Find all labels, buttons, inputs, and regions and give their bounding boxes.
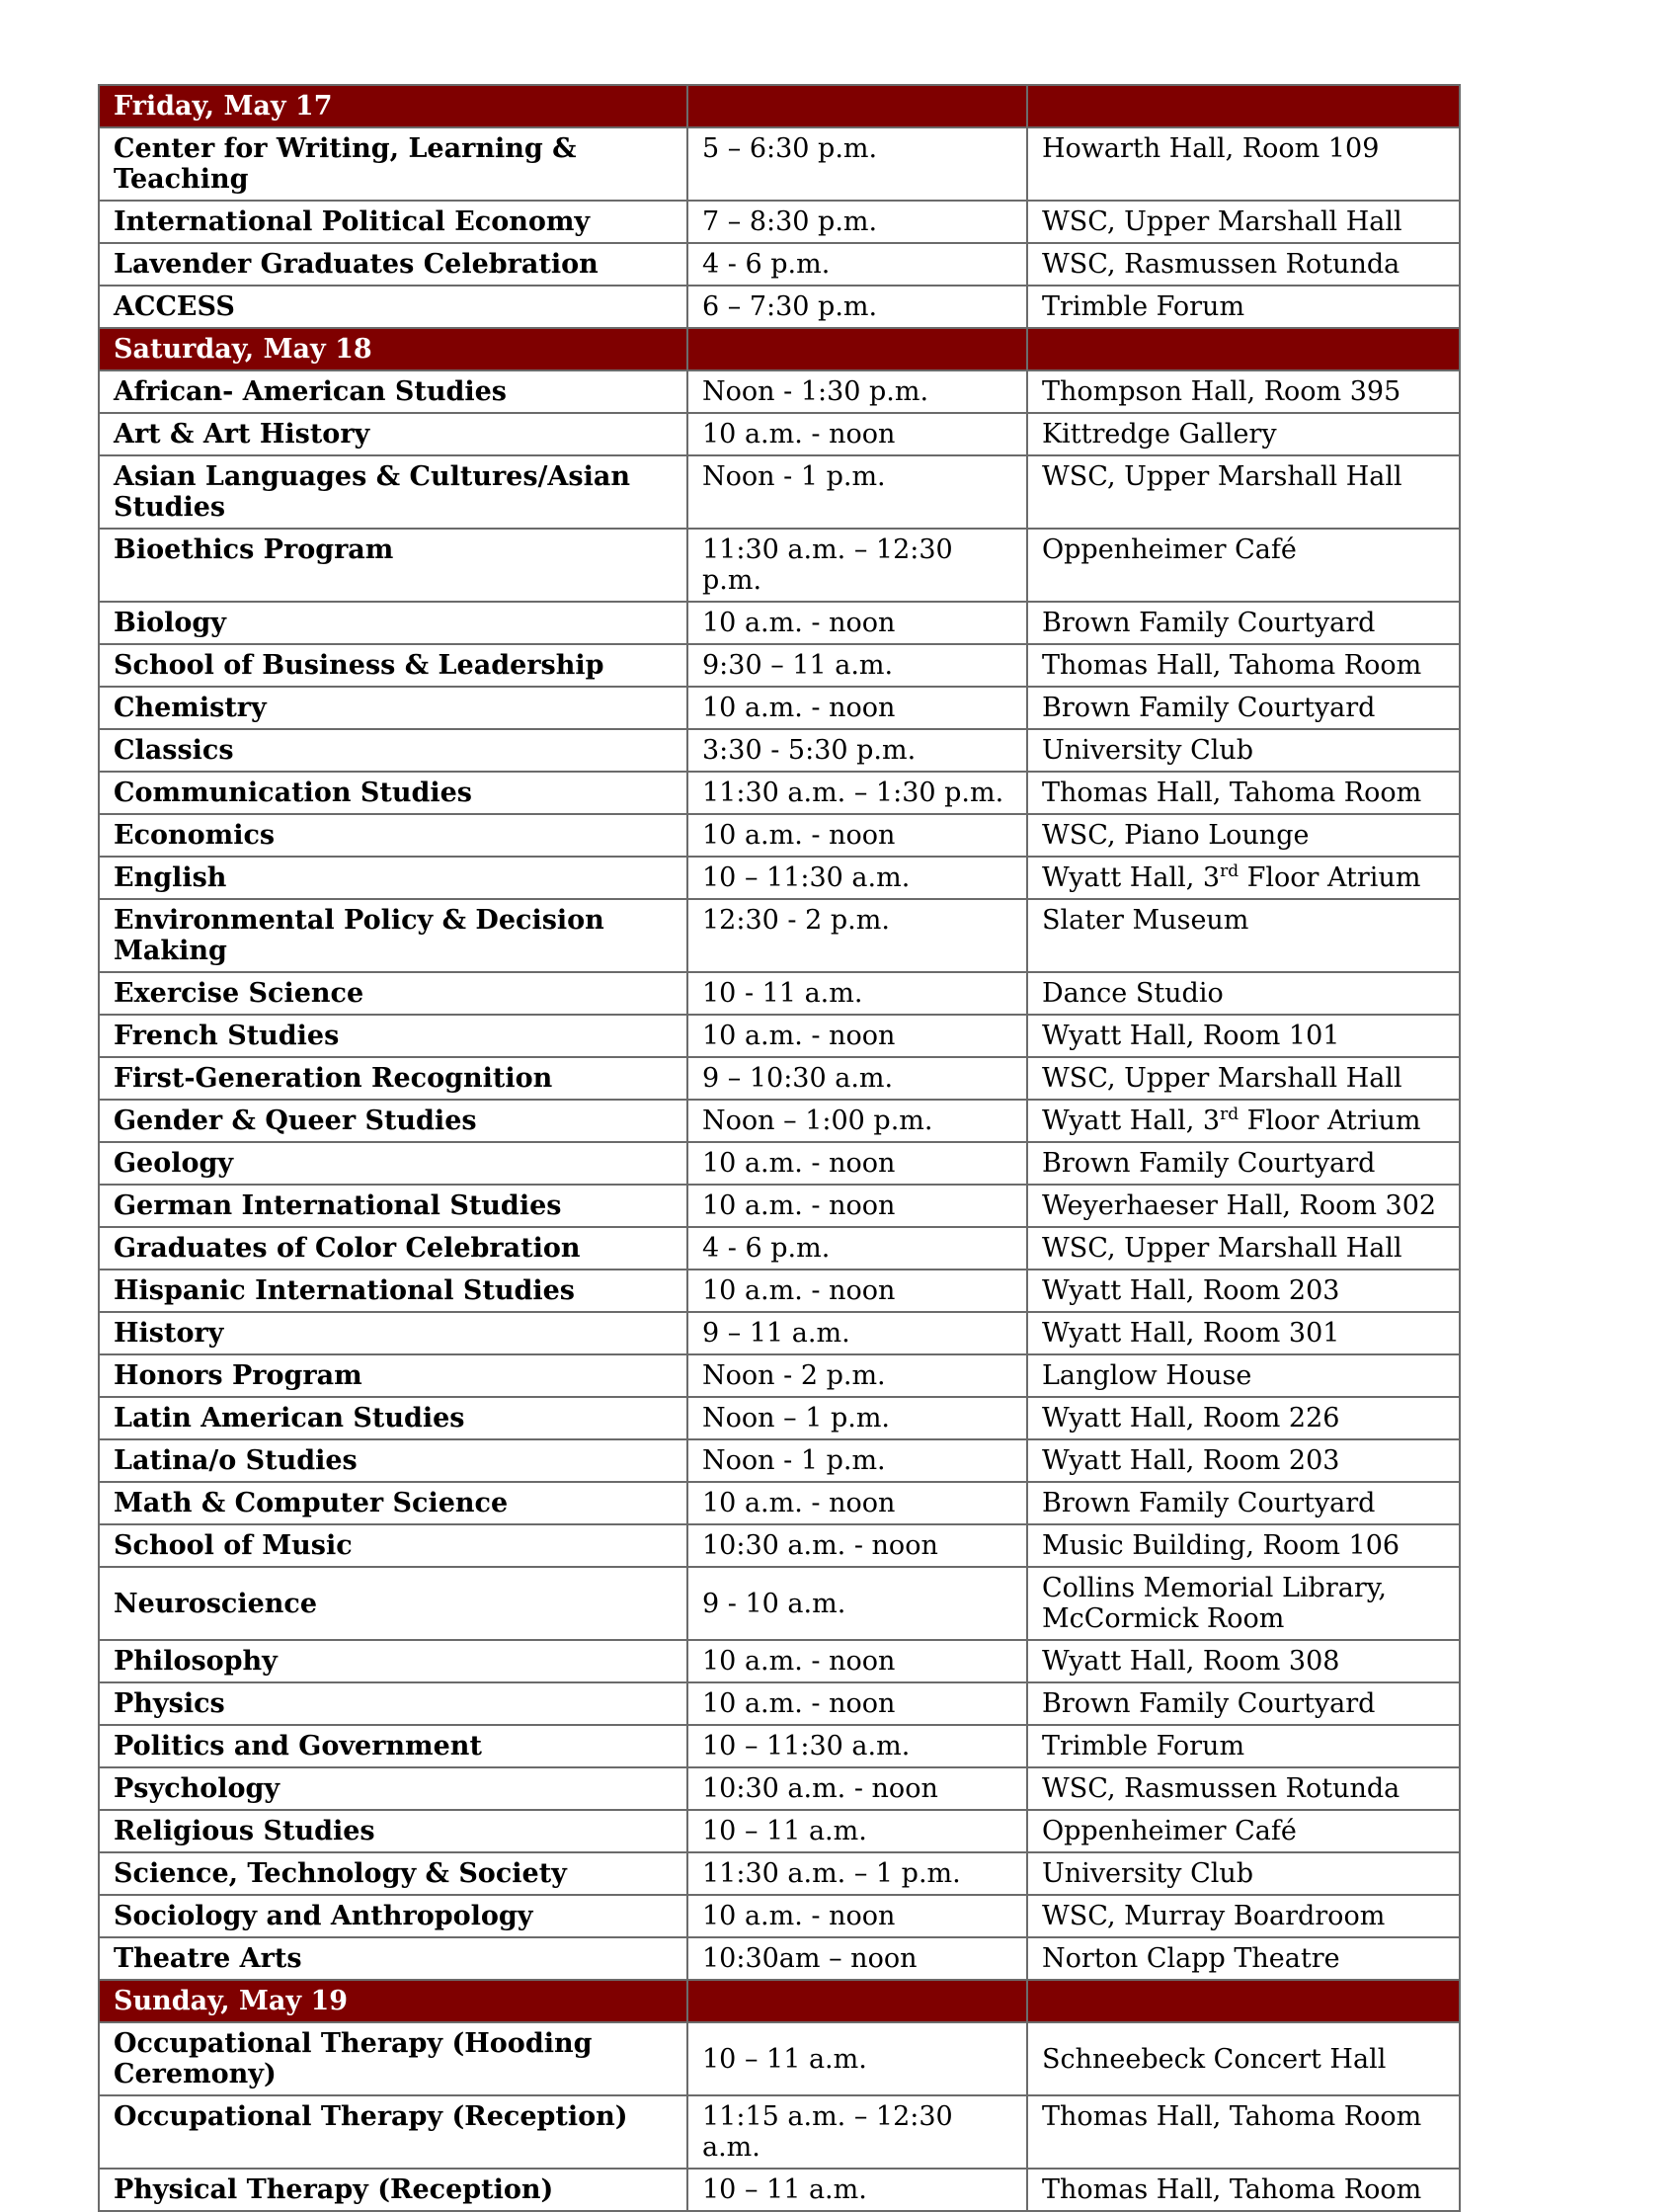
event-time: 10 a.m. - noon	[687, 1895, 1027, 1937]
event-time: 10 a.m. - noon	[687, 1015, 1027, 1057]
event-location: Wyatt Hall, Room 203	[1027, 1439, 1460, 1482]
event-time: 10 – 11 a.m.	[687, 1810, 1027, 1852]
department-name: Religious Studies	[99, 1810, 687, 1852]
event-time: Noon – 1:00 p.m.	[687, 1100, 1027, 1142]
day-header-row	[99, 1980, 1460, 2022]
table-row	[99, 1312, 1460, 1354]
table-row	[99, 1015, 1460, 1057]
event-location: Wyatt Hall, Room 301	[1027, 1312, 1460, 1354]
day-header-blank	[687, 1980, 1027, 2022]
event-location: WSC, Rasmussen Rotunda	[1027, 243, 1460, 286]
department-name: Physical Therapy (Reception)	[99, 2169, 687, 2211]
event-time: 10 a.m. - noon	[687, 687, 1027, 729]
department-name: Chemistry	[99, 687, 687, 729]
day-header: Saturday, May 18	[99, 328, 687, 370]
schedule-table	[98, 84, 1461, 2212]
table-row	[99, 972, 1460, 1015]
event-time: 9 – 10:30 a.m.	[687, 1057, 1027, 1100]
event-location: Oppenheimer Café	[1027, 1810, 1460, 1852]
ordinal-suffix: rd	[1220, 1105, 1239, 1124]
table-row	[99, 1270, 1460, 1312]
event-time: 4 - 6 p.m.	[687, 243, 1027, 286]
department-name: Biology	[99, 602, 687, 644]
department-name: School of Business & Leadership	[99, 644, 687, 687]
event-location: Oppenheimer Café	[1027, 529, 1460, 602]
department-name: Sociology and Anthropology	[99, 1895, 687, 1937]
table-row	[99, 1725, 1460, 1767]
table-row	[99, 772, 1460, 814]
department-name: Economics	[99, 814, 687, 857]
event-location: WSC, Upper Marshall Hall	[1027, 1227, 1460, 1270]
department-name: School of Music	[99, 1524, 687, 1567]
department-name: Bioethics Program	[99, 529, 687, 602]
event-location: Brown Family Courtyard	[1027, 1482, 1460, 1524]
event-time: 10 a.m. - noon	[687, 814, 1027, 857]
event-location: Kittredge Gallery	[1027, 413, 1460, 455]
table-row	[99, 602, 1460, 644]
event-location: Schneebeck Concert Hall	[1027, 2022, 1460, 2095]
event-location: Brown Family Courtyard	[1027, 1682, 1460, 1725]
table-row	[99, 1142, 1460, 1185]
department-name: Environmental Policy & Decision Making	[99, 899, 687, 972]
event-time: 10 a.m. - noon	[687, 413, 1027, 455]
event-location: Wyatt Hall, Room 203	[1027, 1270, 1460, 1312]
event-location: Music Building, Room 106	[1027, 1524, 1460, 1567]
day-header-blank	[1027, 328, 1460, 370]
table-row	[99, 1185, 1460, 1227]
event-time: 10:30 a.m. - noon	[687, 1767, 1027, 1810]
event-location: Trimble Forum	[1027, 1725, 1460, 1767]
department-name: Communication Studies	[99, 772, 687, 814]
department-name: Classics	[99, 729, 687, 772]
table-row	[99, 1354, 1460, 1397]
department-name: African- American Studies	[99, 370, 687, 413]
event-location: Thomas Hall, Tahoma Room	[1027, 2095, 1460, 2169]
event-time: 10 a.m. - noon	[687, 1185, 1027, 1227]
department-name: Philosophy	[99, 1640, 687, 1682]
schedule-body	[99, 85, 1460, 2211]
table-row	[99, 2169, 1460, 2211]
schedule-page	[98, 84, 1459, 2212]
table-row	[99, 1810, 1460, 1852]
department-name: Science, Technology & Society	[99, 1852, 687, 1895]
table-row	[99, 1057, 1460, 1100]
department-name: Politics and Government	[99, 1725, 687, 1767]
department-name: Asian Languages & Cultures/Asian Studies	[99, 455, 687, 529]
table-row	[99, 1227, 1460, 1270]
event-time: 10 – 11:30 a.m.	[687, 1725, 1027, 1767]
ordinal-suffix: rd	[1220, 861, 1239, 881]
event-time: 4 - 6 p.m.	[687, 1227, 1027, 1270]
table-row	[99, 1682, 1460, 1725]
event-time: 10 a.m. - noon	[687, 602, 1027, 644]
event-location: Brown Family Courtyard	[1027, 602, 1460, 644]
department-name: French Studies	[99, 1015, 687, 1057]
event-time: 10:30 a.m. - noon	[687, 1524, 1027, 1567]
event-location: Trimble Forum	[1027, 286, 1460, 328]
event-time: 10 a.m. - noon	[687, 1640, 1027, 1682]
table-row	[99, 1640, 1460, 1682]
department-name: Neuroscience	[99, 1567, 687, 1640]
table-row	[99, 413, 1460, 455]
event-time: 3:30 - 5:30 p.m.	[687, 729, 1027, 772]
location-text: Wyatt Hall, 3	[1042, 862, 1221, 893]
table-row	[99, 814, 1460, 857]
event-location: WSC, Upper Marshall Hall	[1027, 455, 1460, 529]
event-location: Brown Family Courtyard	[1027, 687, 1460, 729]
table-row	[99, 1482, 1460, 1524]
event-time: Noon – 1 p.m.	[687, 1397, 1027, 1439]
event-location: WSC, Murray Boardroom	[1027, 1895, 1460, 1937]
event-location: University Club	[1027, 729, 1460, 772]
location-text: Floor Atrium	[1239, 1106, 1421, 1136]
table-row	[99, 127, 1460, 201]
table-row	[99, 2095, 1460, 2169]
department-name: Gender & Queer Studies	[99, 1100, 687, 1142]
day-header-row	[99, 328, 1460, 370]
department-name: International Political Economy	[99, 201, 687, 243]
event-location: WSC, Upper Marshall Hall	[1027, 1057, 1460, 1100]
event-location: WSC, Rasmussen Rotunda	[1027, 1767, 1460, 1810]
department-name: Exercise Science	[99, 972, 687, 1015]
department-name: German International Studies	[99, 1185, 687, 1227]
event-location: Brown Family Courtyard	[1027, 1142, 1460, 1185]
department-name: English	[99, 857, 687, 899]
department-name: Honors Program	[99, 1354, 687, 1397]
event-location: Norton Clapp Theatre	[1027, 1937, 1460, 1980]
department-name: First-Generation Recognition	[99, 1057, 687, 1100]
event-time: 5 – 6:30 p.m.	[687, 127, 1027, 201]
table-row	[99, 899, 1460, 972]
table-row	[99, 1767, 1460, 1810]
event-time: 9:30 – 11 a.m.	[687, 644, 1027, 687]
event-time: 10 – 11 a.m.	[687, 2022, 1027, 2095]
table-row	[99, 644, 1460, 687]
department-name: Physics	[99, 1682, 687, 1725]
table-row	[99, 243, 1460, 286]
day-header-blank	[687, 85, 1027, 127]
event-location: Dance Studio	[1027, 972, 1460, 1015]
event-time: 10:30am – noon	[687, 1937, 1027, 1980]
event-time: Noon - 1 p.m.	[687, 455, 1027, 529]
event-time: 7 – 8:30 p.m.	[687, 201, 1027, 243]
event-time: 11:15 a.m. – 12:30 a.m.	[687, 2095, 1027, 2169]
event-time: 9 - 10 a.m.	[687, 1567, 1027, 1640]
location-text: Wyatt Hall, 3	[1042, 1106, 1221, 1136]
event-location: Wyatt Hall, Room 226	[1027, 1397, 1460, 1439]
event-time: 10 a.m. - noon	[687, 1142, 1027, 1185]
event-time: 12:30 - 2 p.m.	[687, 899, 1027, 972]
event-time: 10 a.m. - noon	[687, 1270, 1027, 1312]
event-location: Slater Museum	[1027, 899, 1460, 972]
event-location: University Club	[1027, 1852, 1460, 1895]
event-time: 11:30 a.m. – 1:30 p.m.	[687, 772, 1027, 814]
day-header-blank	[1027, 85, 1460, 127]
event-location: Collins Memorial Library, McCormick Room	[1027, 1567, 1460, 1640]
table-row	[99, 1937, 1460, 1980]
event-time: 10 – 11:30 a.m.	[687, 857, 1027, 899]
department-name: Geology	[99, 1142, 687, 1185]
event-location: Langlow House	[1027, 1354, 1460, 1397]
event-location: Thomas Hall, Tahoma Room	[1027, 772, 1460, 814]
table-row	[99, 1852, 1460, 1895]
table-row	[99, 1100, 1460, 1142]
event-time: 10 - 11 a.m.	[687, 972, 1027, 1015]
department-name: Center for Writing, Learning & Teaching	[99, 127, 687, 201]
event-location	[1027, 1100, 1460, 1142]
event-time: Noon - 2 p.m.	[687, 1354, 1027, 1397]
event-time: 6 – 7:30 p.m.	[687, 286, 1027, 328]
department-name: Psychology	[99, 1767, 687, 1810]
event-location: Thompson Hall, Room 395	[1027, 370, 1460, 413]
department-name: Theatre Arts	[99, 1937, 687, 1980]
table-row	[99, 201, 1460, 243]
department-name: Hispanic International Studies	[99, 1270, 687, 1312]
department-name: ACCESS	[99, 286, 687, 328]
department-name: Graduates of Color Celebration	[99, 1227, 687, 1270]
department-name: Latina/o Studies	[99, 1439, 687, 1482]
event-time: Noon - 1 p.m.	[687, 1439, 1027, 1482]
department-name: Occupational Therapy (Reception)	[99, 2095, 687, 2169]
event-time: 11:30 a.m. – 12:30 p.m.	[687, 529, 1027, 602]
event-location: Weyerhaeser Hall, Room 302	[1027, 1185, 1460, 1227]
table-row	[99, 729, 1460, 772]
table-row	[99, 370, 1460, 413]
event-time: 10 a.m. - noon	[687, 1682, 1027, 1725]
event-time: 11:30 a.m. – 1 p.m.	[687, 1852, 1027, 1895]
day-header: Sunday, May 19	[99, 1980, 687, 2022]
table-row	[99, 455, 1460, 529]
department-name: Math & Computer Science	[99, 1482, 687, 1524]
event-location: Wyatt Hall, Room 308	[1027, 1640, 1460, 1682]
department-name: Lavender Graduates Celebration	[99, 243, 687, 286]
event-time: Noon - 1:30 p.m.	[687, 370, 1027, 413]
table-row	[99, 687, 1460, 729]
event-location: WSC, Upper Marshall Hall	[1027, 201, 1460, 243]
department-name: Latin American Studies	[99, 1397, 687, 1439]
event-location: WSC, Piano Lounge	[1027, 814, 1460, 857]
location-text: Floor Atrium	[1239, 862, 1421, 893]
department-name: Occupational Therapy (Hooding Ceremony)	[99, 2022, 687, 2095]
event-time: 9 – 11 a.m.	[687, 1312, 1027, 1354]
event-location: Wyatt Hall, Room 101	[1027, 1015, 1460, 1057]
event-location: Thomas Hall, Tahoma Room	[1027, 644, 1460, 687]
table-row	[99, 1524, 1460, 1567]
event-location	[1027, 857, 1460, 899]
table-row	[99, 1397, 1460, 1439]
day-header: Friday, May 17	[99, 85, 687, 127]
table-row	[99, 1439, 1460, 1482]
table-row	[99, 1567, 1460, 1640]
department-name: History	[99, 1312, 687, 1354]
table-row	[99, 286, 1460, 328]
day-header-blank	[687, 328, 1027, 370]
event-time: 10 – 11 a.m.	[687, 2169, 1027, 2211]
event-location: Howarth Hall, Room 109	[1027, 127, 1460, 201]
table-row	[99, 1895, 1460, 1937]
event-location: Thomas Hall, Tahoma Room	[1027, 2169, 1460, 2211]
event-time: 10 a.m. - noon	[687, 1482, 1027, 1524]
day-header-row	[99, 85, 1460, 127]
department-name: Art & Art History	[99, 413, 687, 455]
table-row	[99, 2022, 1460, 2095]
table-row	[99, 857, 1460, 899]
day-header-blank	[1027, 1980, 1460, 2022]
table-row	[99, 529, 1460, 602]
